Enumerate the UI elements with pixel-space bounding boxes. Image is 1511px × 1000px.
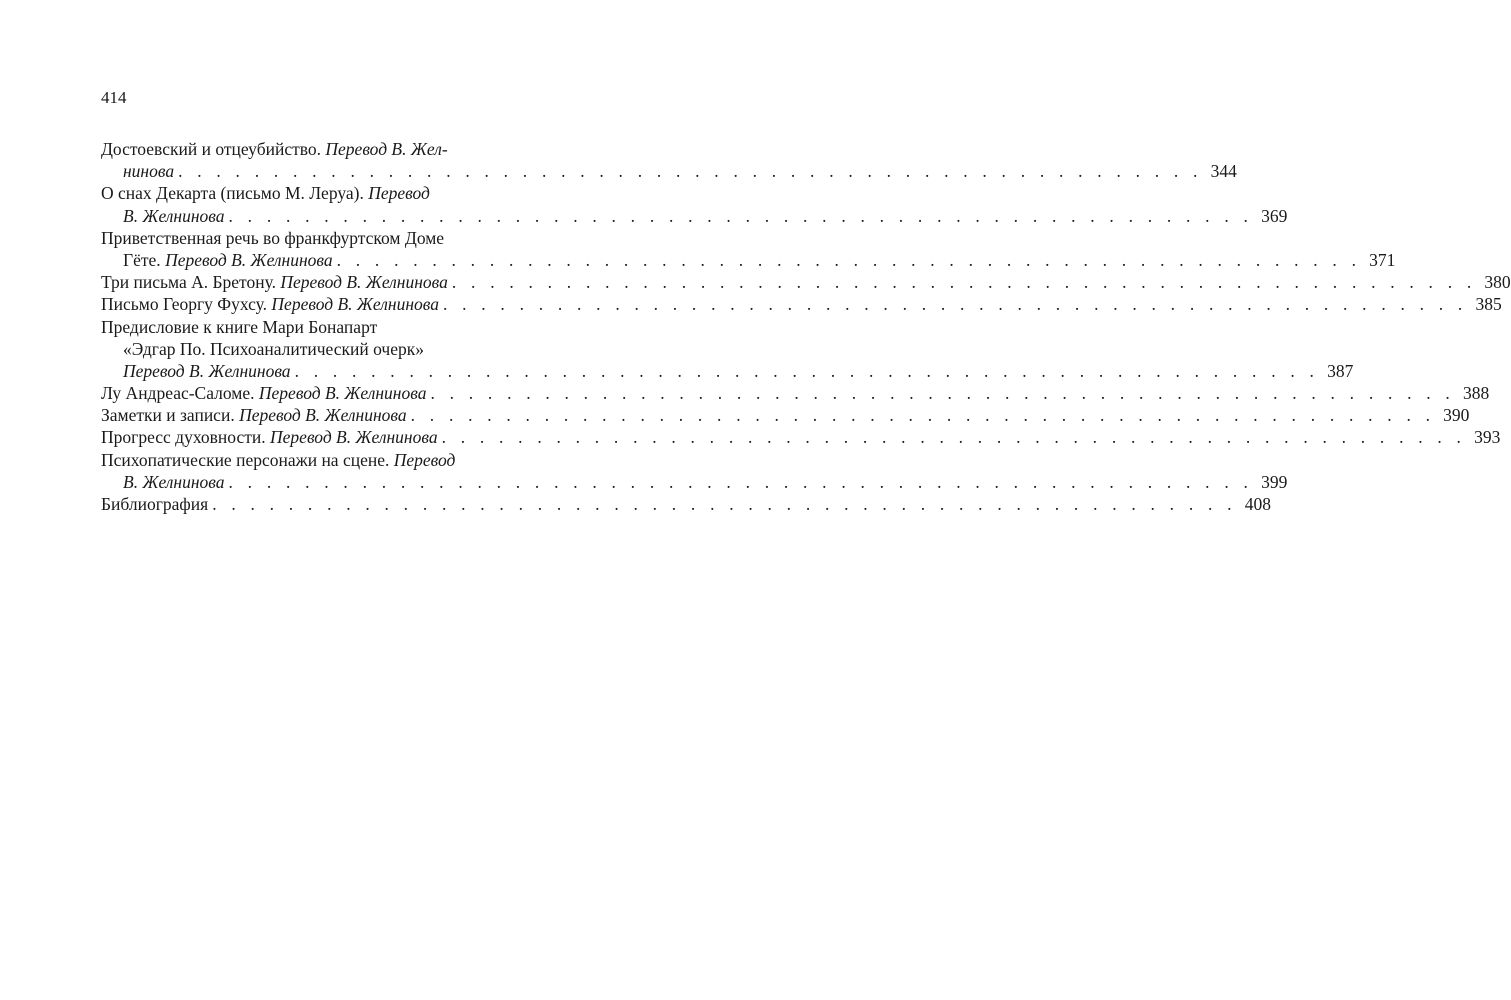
toc-entry-page: 369	[1261, 205, 1288, 226]
toc-entry-translator: Перевод В. Желнинова	[271, 294, 439, 315]
toc-entry-title: Гёте.	[123, 249, 166, 270]
toc-entry-page: 380	[1484, 272, 1511, 293]
toc-entry-line	[101, 205, 1288, 227]
toc-entry-translator: Перевод В. Желнинова	[239, 405, 407, 426]
toc-entry-line	[101, 426, 1501, 448]
toc-entry-line	[101, 182, 549, 204]
leader-dots: . . . . . . . . . . . . . . . . . . . . . . . . . . . . . . . . . . . . . . . . . . . . . . . . . . . . . .	[212, 494, 1237, 514]
toc-entry-translator: нинова	[123, 161, 175, 182]
toc-entry-line	[101, 271, 1511, 293]
toc-entry-title: Письмо Георгу Фухсу.	[101, 294, 272, 315]
leader-dots: . . . . . . . . . . . . . . . . . . . . . . . . . . . . . . . . . . . . . . . . . . . . . . . . . . . . . .	[228, 471, 1254, 492]
leader-dots: . . . . . . . . . . . . . . . . . . . . . . . . . . . . . . . . . . . . . . . . . . . . . . . . . . . . . .	[451, 272, 1477, 293]
toc-entry-page: 344	[1210, 161, 1237, 182]
toc-entry-title: Достоевский и отцеубийство.	[101, 139, 326, 159]
toc-entry-title: «Эдгар По. Психоаналитический очерк»	[123, 338, 424, 359]
toc-entry-title: Психопатические персонажи на сцене.	[101, 449, 394, 470]
toc-entry-page: 390	[1443, 405, 1470, 426]
toc-entry-line	[101, 160, 1237, 182]
toc-entry-page: 388	[1463, 383, 1490, 404]
toc-entry-title: Лу Андреас-Саломе.	[101, 383, 259, 404]
toc-entry-translator: В. Желнинова	[123, 205, 225, 226]
toc-entry-page: 393	[1474, 427, 1501, 448]
toc-entry-page: 408	[1244, 494, 1271, 514]
toc-entry-line	[101, 316, 549, 338]
toc-entry-translator: Перевод В. Желнинова	[270, 427, 438, 448]
toc-entry-title: Библиография	[101, 494, 209, 514]
leader-dots: . . . . . . . . . . . . . . . . . . . . . . . . . . . . . . . . . . . . . . . . . . . . . . . . . . . . . .	[228, 205, 1254, 226]
table-of-contents	[101, 138, 1511, 515]
toc-entry-line	[101, 382, 1490, 404]
toc-entry-line	[101, 360, 1354, 382]
toc-entry-line	[101, 138, 549, 160]
leader-dots: . . . . . . . . . . . . . . . . . . . . . . . . . . . . . . . . . . . . . . . . . . . . . . . . . . . . . .	[336, 249, 1362, 270]
toc-entry-page: 399	[1261, 471, 1288, 492]
toc-entry-line	[101, 249, 1396, 271]
leader-dots: . . . . . . . . . . . . . . . . . . . . . . . . . . . . . . . . . . . . . . . . . . . . . . . . . . . . . .	[441, 427, 1467, 448]
toc-entry-title: О снах Декарта (письмо М. Леруа).	[101, 183, 369, 204]
toc-entry-line	[101, 338, 549, 360]
toc-entry-title: Заметки и записи.	[101, 405, 240, 426]
toc-entry-translator: Перевод	[368, 183, 430, 204]
page-number: 414	[101, 88, 127, 107]
toc-entry-title: Прогресс духовности.	[101, 427, 271, 448]
toc-entry-translator: В. Желнинова	[123, 471, 225, 492]
toc-entry-title: Предисловие к книге Мари Бонапарт	[101, 316, 378, 337]
toc-entry-translator: Перевод В. Желнинова	[258, 383, 427, 404]
toc-entry-line	[101, 449, 549, 471]
toc-entry-line	[101, 293, 1502, 315]
toc-entry-translator: Перевод В. Желнинова	[280, 272, 448, 293]
toc-entry-translator: Перевод	[393, 449, 456, 470]
toc-entry-page: 385	[1475, 294, 1502, 315]
toc-entry-line	[101, 227, 549, 249]
toc-entry-page: 371	[1369, 249, 1396, 270]
leader-dots: . . . . . . . . . . . . . . . . . . . . . . . . . . . . . . . . . . . . . . . . . . . . . . . . . . . . . .	[178, 161, 1203, 182]
toc-entry-title: Приветственная речь во франкфуртском Доме	[101, 227, 445, 248]
toc-entry-translator: Перевод В. Жел-	[325, 139, 448, 159]
toc-entry-line	[101, 404, 1470, 426]
toc-entry-line	[101, 493, 1271, 515]
leader-dots: . . . . . . . . . . . . . . . . . . . . . . . . . . . . . . . . . . . . . . . . . . . . . . . . . . . . . .	[430, 383, 1455, 404]
leader-dots: . . . . . . . . . . . . . . . . . . . . . . . . . . . . . . . . . . . . . . . . . . . . . . . . . . . . . .	[410, 405, 1436, 426]
leader-dots: . . . . . . . . . . . . . . . . . . . . . . . . . . . . . . . . . . . . . . . . . . . . . . . . . . . . . .	[294, 360, 1320, 381]
toc-entry-line	[101, 471, 1288, 493]
toc-entry-translator: Перевод В. Желнинова	[123, 360, 291, 381]
leader-dots: . . . . . . . . . . . . . . . . . . . . . . . . . . . . . . . . . . . . . . . . . . . . . . . . . . . . . .	[442, 294, 1468, 315]
toc-entry-page: 387	[1327, 360, 1354, 381]
toc-entry-title: Три письма А. Бретону.	[101, 272, 281, 293]
toc-entry-translator: Перевод В. Желнинова	[165, 249, 333, 270]
